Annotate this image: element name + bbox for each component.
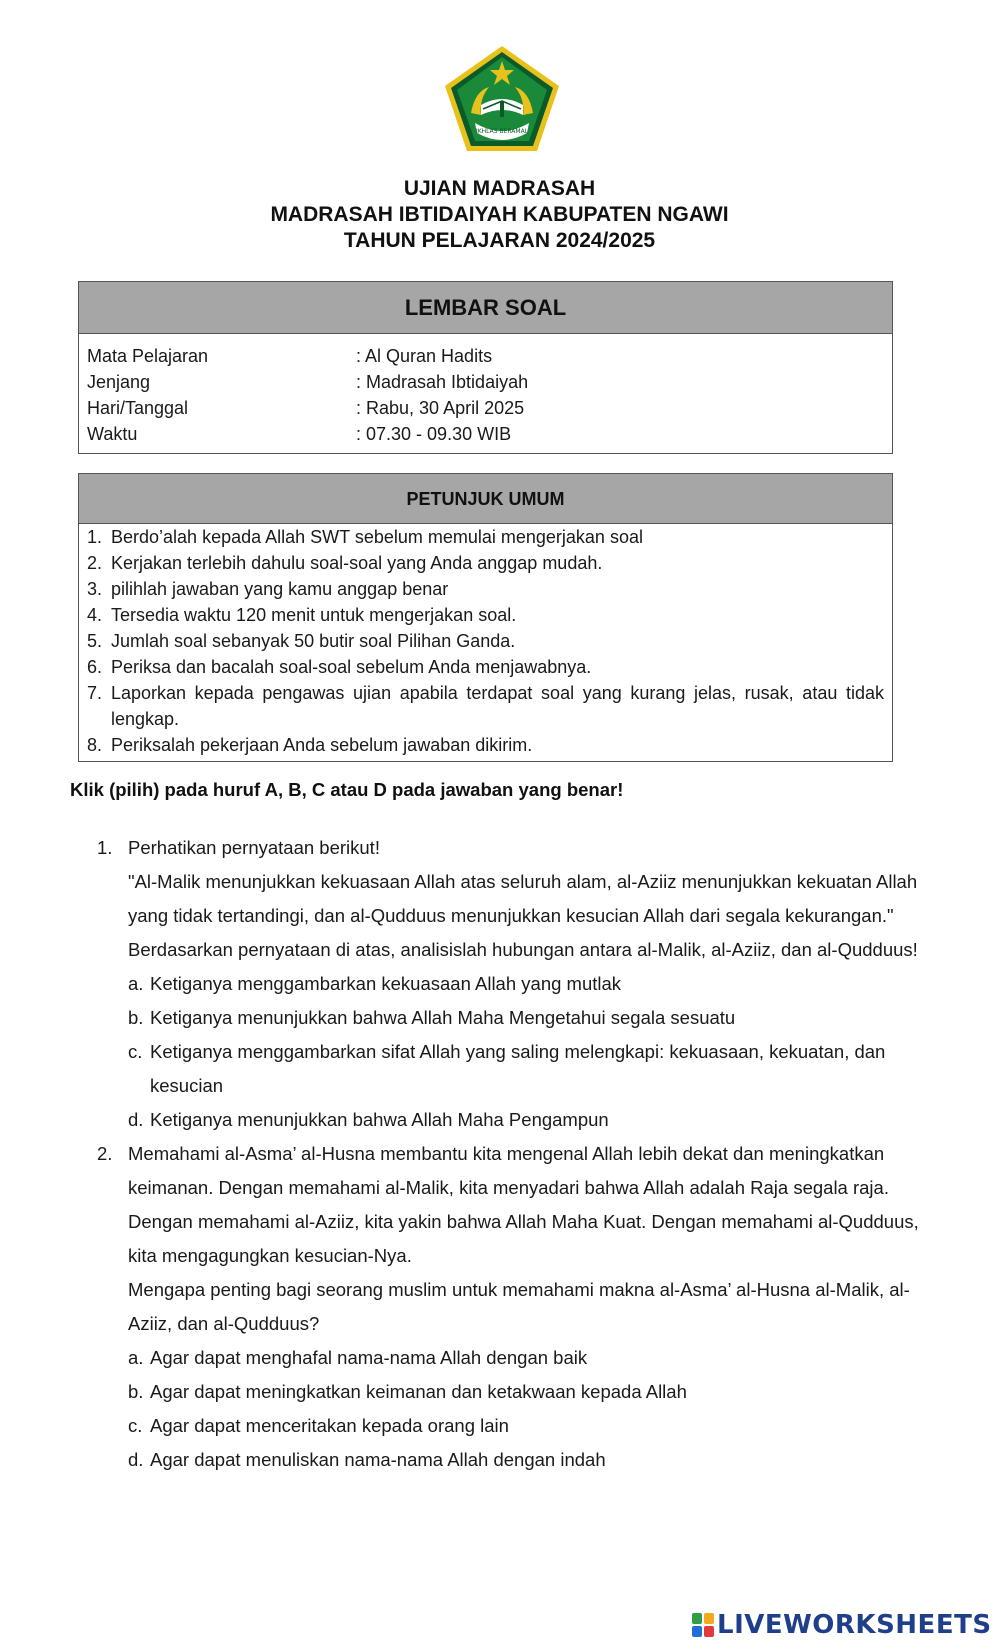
- item-text: Periksa dan bacalah soal-soal sebelum Anda menjawabnya.: [111, 657, 592, 677]
- header-line-1: UJIAN MADRASAH: [403, 177, 596, 200]
- option-letter[interactable]: d.: [128, 1109, 144, 1130]
- question-prompt: Mengapa penting bagi seorang muslim untuk memahami makna al-Asma’ al-Husna al-Malik, al-Aziiz, dan al-Qudduus?: [128, 1279, 910, 1334]
- question-number: 2.: [97, 1143, 113, 1164]
- option-letter[interactable]: d.: [128, 1449, 144, 1470]
- answer-option-b[interactable]: [128, 1375, 927, 1409]
- item-text: Kerjakan terlebih dahulu soal-soal yang Anda anggap mudah.: [111, 553, 603, 573]
- option-text: Agar dapat menuliskan nama-nama Allah dengan indah: [150, 1449, 606, 1470]
- question-prompt: Berdasarkan pernyataan di atas, analisislah hubungan antara al-Malik, al-Aziiz, dan al-Qudduus!: [128, 939, 918, 960]
- logo-square: [704, 1626, 714, 1637]
- answer-option-a[interactable]: [128, 967, 927, 1001]
- list-item: [87, 628, 884, 654]
- guidelines-title: PETUNJUK UMUM: [79, 474, 892, 524]
- item-number: 7.: [87, 683, 103, 703]
- list-item: [87, 576, 884, 602]
- info-label: Jenjang: [87, 372, 151, 392]
- answer-option-b[interactable]: [128, 1001, 927, 1035]
- info-value: : 07.30 - 09.30 WIB: [356, 424, 512, 444]
- info-row-date: [87, 395, 884, 421]
- question-number: 1.: [97, 837, 113, 858]
- item-number: 8.: [87, 735, 103, 755]
- emblem-icon: [441, 43, 563, 155]
- info-row-subject: [87, 343, 884, 369]
- list-item: [87, 732, 884, 758]
- option-text: Ketiganya menunjukkan bahwa Allah Maha Mengetahui segala sesuatu: [150, 1007, 736, 1028]
- option-letter[interactable]: a.: [128, 1347, 144, 1368]
- list-item: [87, 550, 884, 576]
- header-line-2: MADRASAH IBTIDAIYAH KABUPATEN NGAWI: [270, 203, 729, 226]
- info-value: : Madrasah Ibtidaiyah: [356, 372, 529, 392]
- item-number: 5.: [87, 631, 103, 651]
- logo-square: [692, 1613, 702, 1624]
- list-item: [87, 680, 884, 732]
- item-number: 6.: [87, 657, 103, 677]
- info-label: Hari/Tanggal: [87, 398, 189, 418]
- option-letter[interactable]: b.: [128, 1381, 144, 1402]
- liveworksheets-logo-icon: [692, 1613, 714, 1637]
- item-number: 4.: [87, 605, 103, 625]
- item-text: Berdo’alah kepada Allah SWT sebelum memulai mengerjakan soal: [111, 527, 643, 547]
- info-row-time: [87, 421, 884, 447]
- brand-name: LIVEWORKSHEETS: [717, 1610, 992, 1640]
- item-number: 3.: [87, 579, 103, 599]
- item-text: Tersedia waktu 120 menit untuk mengerjakan soal.: [111, 605, 517, 625]
- option-letter[interactable]: a.: [128, 973, 144, 994]
- sheet-info: [79, 334, 892, 453]
- item-text: pilihlah jawaban yang kamu anggap benar: [111, 579, 449, 599]
- logo-ribbon-text: IKHLAS BERAMAL: [475, 128, 529, 135]
- answer-option-c[interactable]: [128, 1409, 927, 1443]
- option-text: Ketiganya menunjukkan bahwa Allah Maha Pengampun: [150, 1109, 609, 1130]
- answer-option-a[interactable]: [128, 1341, 927, 1375]
- ministry-logo: [441, 43, 563, 155]
- answer-option-d[interactable]: [128, 1103, 927, 1137]
- question-intro: Perhatikan pernyataan berikut!: [128, 837, 380, 858]
- option-text: Ketiganya menggambarkan kekuasaan Allah yang mutlak: [150, 973, 622, 994]
- item-number: 1.: [87, 527, 103, 547]
- question-body: [128, 831, 927, 1137]
- item-number: 2.: [87, 553, 103, 573]
- list-item: [87, 602, 884, 628]
- answer-option-d[interactable]: [128, 1443, 927, 1477]
- option-text: Agar dapat menceritakan kepada orang lain: [150, 1415, 509, 1436]
- question-sheet-box: [78, 281, 893, 454]
- item-text: Jumlah soal sebanyak 50 butir soal Pilihan Ganda.: [111, 631, 516, 651]
- option-letter[interactable]: c.: [128, 1041, 143, 1062]
- info-row-level: [87, 369, 884, 395]
- list-item: [87, 524, 884, 550]
- item-text: Periksalah pekerjaan Anda sebelum jawaban dikirim.: [111, 735, 533, 755]
- question-2: [97, 1137, 927, 1477]
- info-value: : Rabu, 30 April 2025: [356, 398, 525, 418]
- item-text: Laporkan kepada pengawas ujian apabila terdapat soal yang kurang jelas, rusak, atau tidak lengkap.: [111, 683, 884, 729]
- question-body: [128, 1137, 927, 1477]
- option-text: Agar dapat menghafal nama-nama Allah dengan baik: [150, 1347, 588, 1368]
- exam-header: [0, 176, 999, 254]
- info-label: Waktu: [87, 424, 138, 444]
- question-list: [97, 831, 927, 1477]
- option-text: Agar dapat meningkatkan keimanan dan ketakwaan kepada Allah: [150, 1381, 687, 1402]
- option-text: Ketiganya menggambarkan sifat Allah yang saling melengkapi: kekuasaan, kekuatan, dan kesucian: [150, 1041, 886, 1096]
- option-letter[interactable]: c.: [128, 1415, 143, 1436]
- general-guidelines-box: [78, 473, 893, 762]
- option-letter[interactable]: b.: [128, 1007, 144, 1028]
- info-label: Mata Pelajaran: [87, 346, 209, 366]
- liveworksheets-brand[interactable]: [692, 1610, 992, 1640]
- question-1: [97, 831, 927, 1137]
- answer-option-c[interactable]: [128, 1035, 927, 1103]
- logo-square: [692, 1626, 702, 1637]
- logo-square: [704, 1613, 714, 1624]
- header-line-3: TAHUN PELAJARAN 2024/2025: [343, 229, 656, 252]
- question-quote: "Al-Malik menunjukkan kekuasaan Allah atas seluruh alam, al-Aziiz menunjukkan kekuatan Allah yang tidak tertandingi, dan al-Qudduus menunjukkan kesucian Allah dari segala kekurangan.": [128, 871, 918, 926]
- list-item: [87, 654, 884, 680]
- sheet-title: LEMBAR SOAL: [79, 282, 892, 334]
- question-intro: Memahami al-Asma’ al-Husna membantu kita mengenal Allah lebih dekat dan meningkatkan keimanan. Dengan memahami al-Malik, kita menyadari bahwa Allah adalah Raja segala raja. Dengan memahami al-Aziiz, kita yakin bahwa Allah Maha Kuat. Dengan memahami al-Qudduus, kita mengagungkan kesucian-Nya.: [128, 1143, 919, 1266]
- info-value: : Al Quran Hadits: [356, 346, 493, 366]
- answer-instruction: Klik (pilih) pada huruf A, B, C atau D pada jawaban yang benar!: [70, 779, 624, 800]
- guidelines-list: [79, 524, 892, 761]
